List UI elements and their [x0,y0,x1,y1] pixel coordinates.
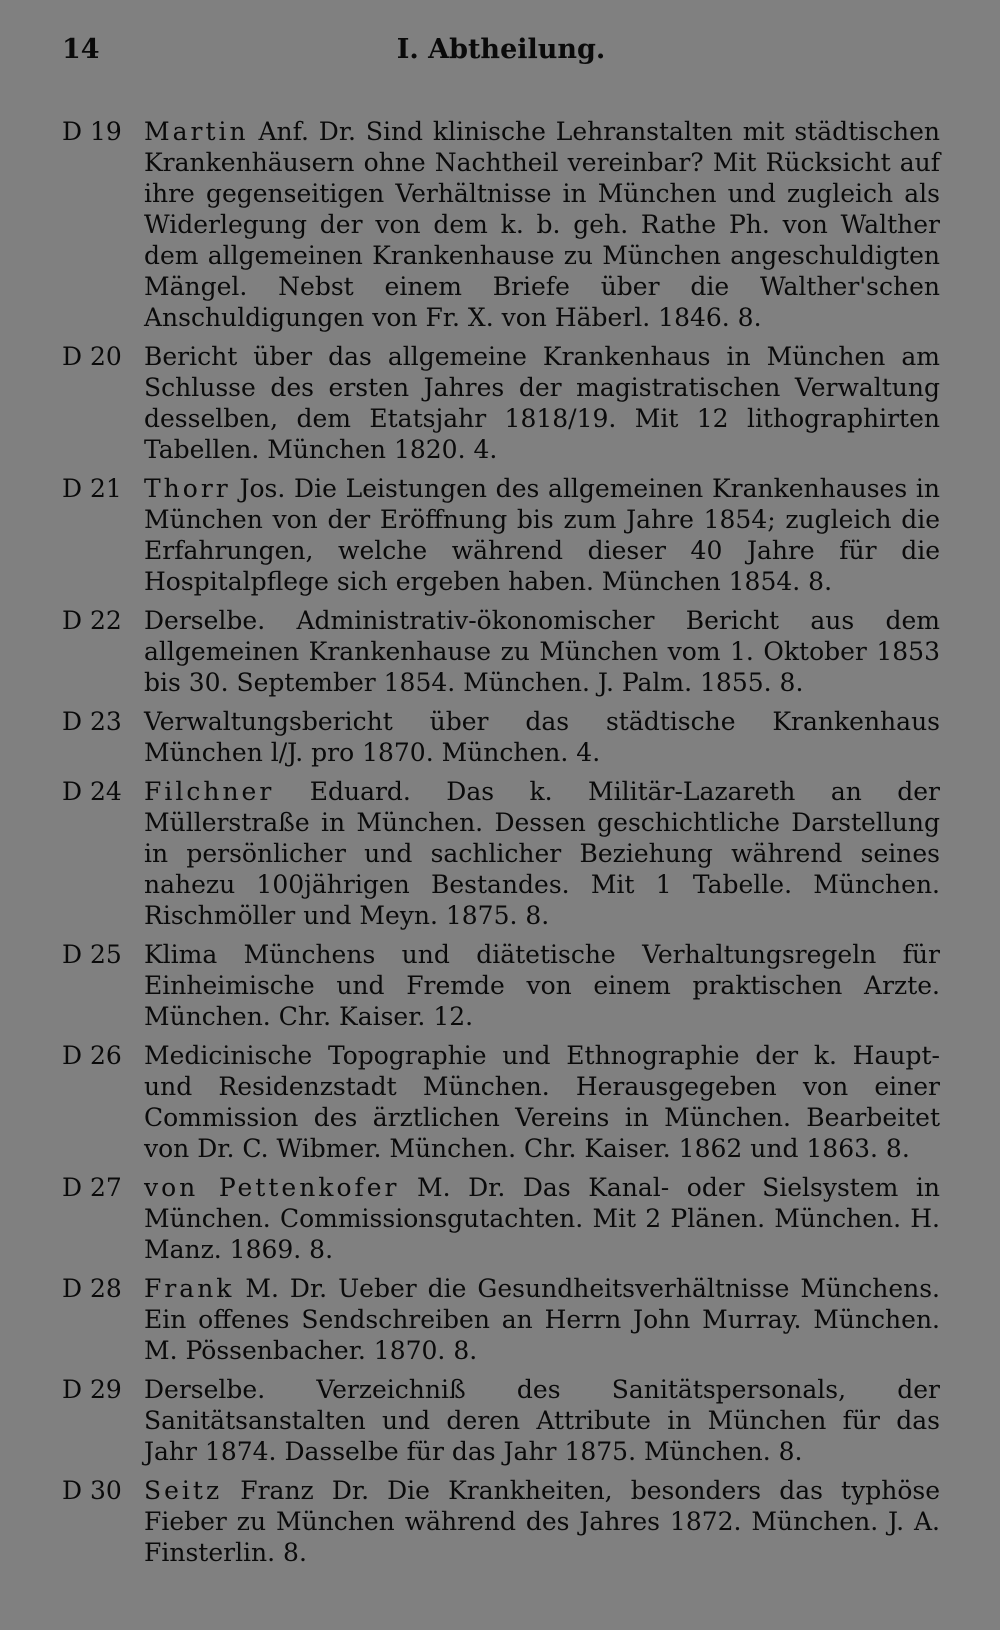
entry-text [144,939,940,1032]
bibliography-entry [62,1040,940,1164]
entry-text [144,473,940,597]
entry-id: D 22 [62,606,122,635]
entry-body: M. Dr. Ueber die Gesundheitsverhältnisse Münchens. Ein offenes Sendschreiben an Herrn John Murray. München. M. Pössenbacher. 1870. 8. [144,1274,940,1365]
entry-id: D 26 [62,1041,122,1070]
entry-id: D 19 [62,117,122,146]
entry-body: Anf. Dr. Sind klinische Lehranstalten mit städtischen Krankenhäusern ohne Nachtheil vereinbar? Mit Rücksicht auf ihre gegenseitigen Verhältnisse in München und zugleich als Widerlegung der von dem k. b. geh. Rathe Ph. von Walther dem allgemeinen Krankenhause zu München angeschuldigten Mängel. Nebst einem Briefe über die Walther'schen Anschuldigungen von Fr. X. von Häberl. 1846. 8. [144,117,940,332]
entry-body: Derselbe. Administrativ-ökonomischer Bericht aus dem allgemeinen Krankenhause zu München vom 1. Oktober 1853 bis 30. September 1854. München. J. Palm. 1855. 8. [144,606,940,697]
entry-author: von Pettenkofer [144,1173,400,1202]
bibliography-entry [62,1172,940,1265]
bibliography-entry [62,1273,940,1366]
entry-text [144,1273,940,1366]
entry-text [144,341,940,465]
entry-body: Bericht über das allgemeine Krankenhaus in München am Schlusse des ersten Jahres der magistratischen Verwaltung desselben, dem Etatsjahr 1818/19. Mit 12 lithographirten Tabellen. München 1820. 4. [144,342,940,464]
bibliography-entry [62,939,940,1032]
bibliography-entry [62,776,940,931]
entry-id: D 30 [62,1476,122,1505]
page-number: 14 [62,34,100,65]
entry-text [144,776,940,931]
entry-author: Thorr [144,474,231,503]
entry-body: Jos. Die Leistungen des allgemeinen Krankenhauses in München von der Eröffnung bis zum Jahre 1854; zugleich die Erfahrungen, welche während dieser 40 Jahre für die Hospitalpflege sich ergeben haben. München 1854. 8. [144,474,941,596]
bibliography-entry [62,116,940,333]
entry-body: Derselbe. Verzeichniß des Sanitätspersonals, der Sanitätsanstalten und deren Attribute in München für das Jahr 1874. Dasselbe für das Jahr 1875. München. 8. [144,1375,940,1466]
entry-author: Frank [144,1274,235,1303]
bibliography-entry [62,605,940,698]
entry-author: Martin [144,117,249,146]
entry-author: Filchner [144,777,275,806]
entry-id: D 28 [62,1274,122,1303]
entry-body: Klima Münchens und diätetische Verhaltungsregeln für Einheimische und Fremde von einem praktischen Arzte. München. Chr. Kaiser. 12. [144,940,940,1031]
entry-id: D 29 [62,1375,122,1404]
entry-text [144,116,940,333]
entry-id: D 27 [62,1173,122,1202]
entry-body: Franz Dr. Die Krankheiten, besonders das typhöse Fieber zu München während des Jahres 1872. München. J. A. Finsterlin. 8. [144,1476,940,1567]
entry-text [144,1374,940,1467]
entry-author: Seitz [144,1476,223,1505]
entry-text [144,1475,940,1568]
entry-id: D 24 [62,777,122,806]
entry-text [144,1172,940,1265]
page-header [62,28,940,80]
entry-id: D 20 [62,342,122,371]
bibliography-entry [62,473,940,597]
entry-body: Verwaltungsbericht über das städtische Krankenhaus München l/J. pro 1870. München. 4. [144,707,940,767]
entry-text [144,706,940,768]
entry-text [144,1040,940,1164]
entry-body: M. Dr. Das Kanal- oder Sielsystem in München. Commissionsgutachten. Mit 2 Plänen. München. H. Manz. 1869. 8. [144,1173,940,1264]
bibliography-entry [62,341,940,465]
bibliography-entry [62,706,940,768]
entry-id: D 23 [62,707,122,736]
running-title: I. Abtheilung. [396,34,606,65]
bibliography-list [62,116,940,1568]
entry-body: Medicinische Topographie und Ethnographie der k. Haupt- und Residenzstadt München. Herausgegeben von einer Commission des ärztlichen Vereins in München. Bearbeitet von Dr. C. Wibmer. München. Chr. Kaiser. 1862 und 1863. 8. [144,1041,940,1163]
entry-id: D 21 [62,474,122,503]
entry-id: D 25 [62,940,122,969]
bibliography-entry [62,1475,940,1568]
entry-body: Eduard. Das k. Militär-Lazareth an der Müllerstraße in München. Dessen geschichtliche Darstellung in persönlicher und sachlicher Beziehung während seines nahezu 100jährigen Bestandes. Mit 1 Tabelle. München. Rischmöller und Meyn. 1875. 8. [144,777,940,930]
entry-text [144,605,940,698]
bibliography-entry [62,1374,940,1467]
